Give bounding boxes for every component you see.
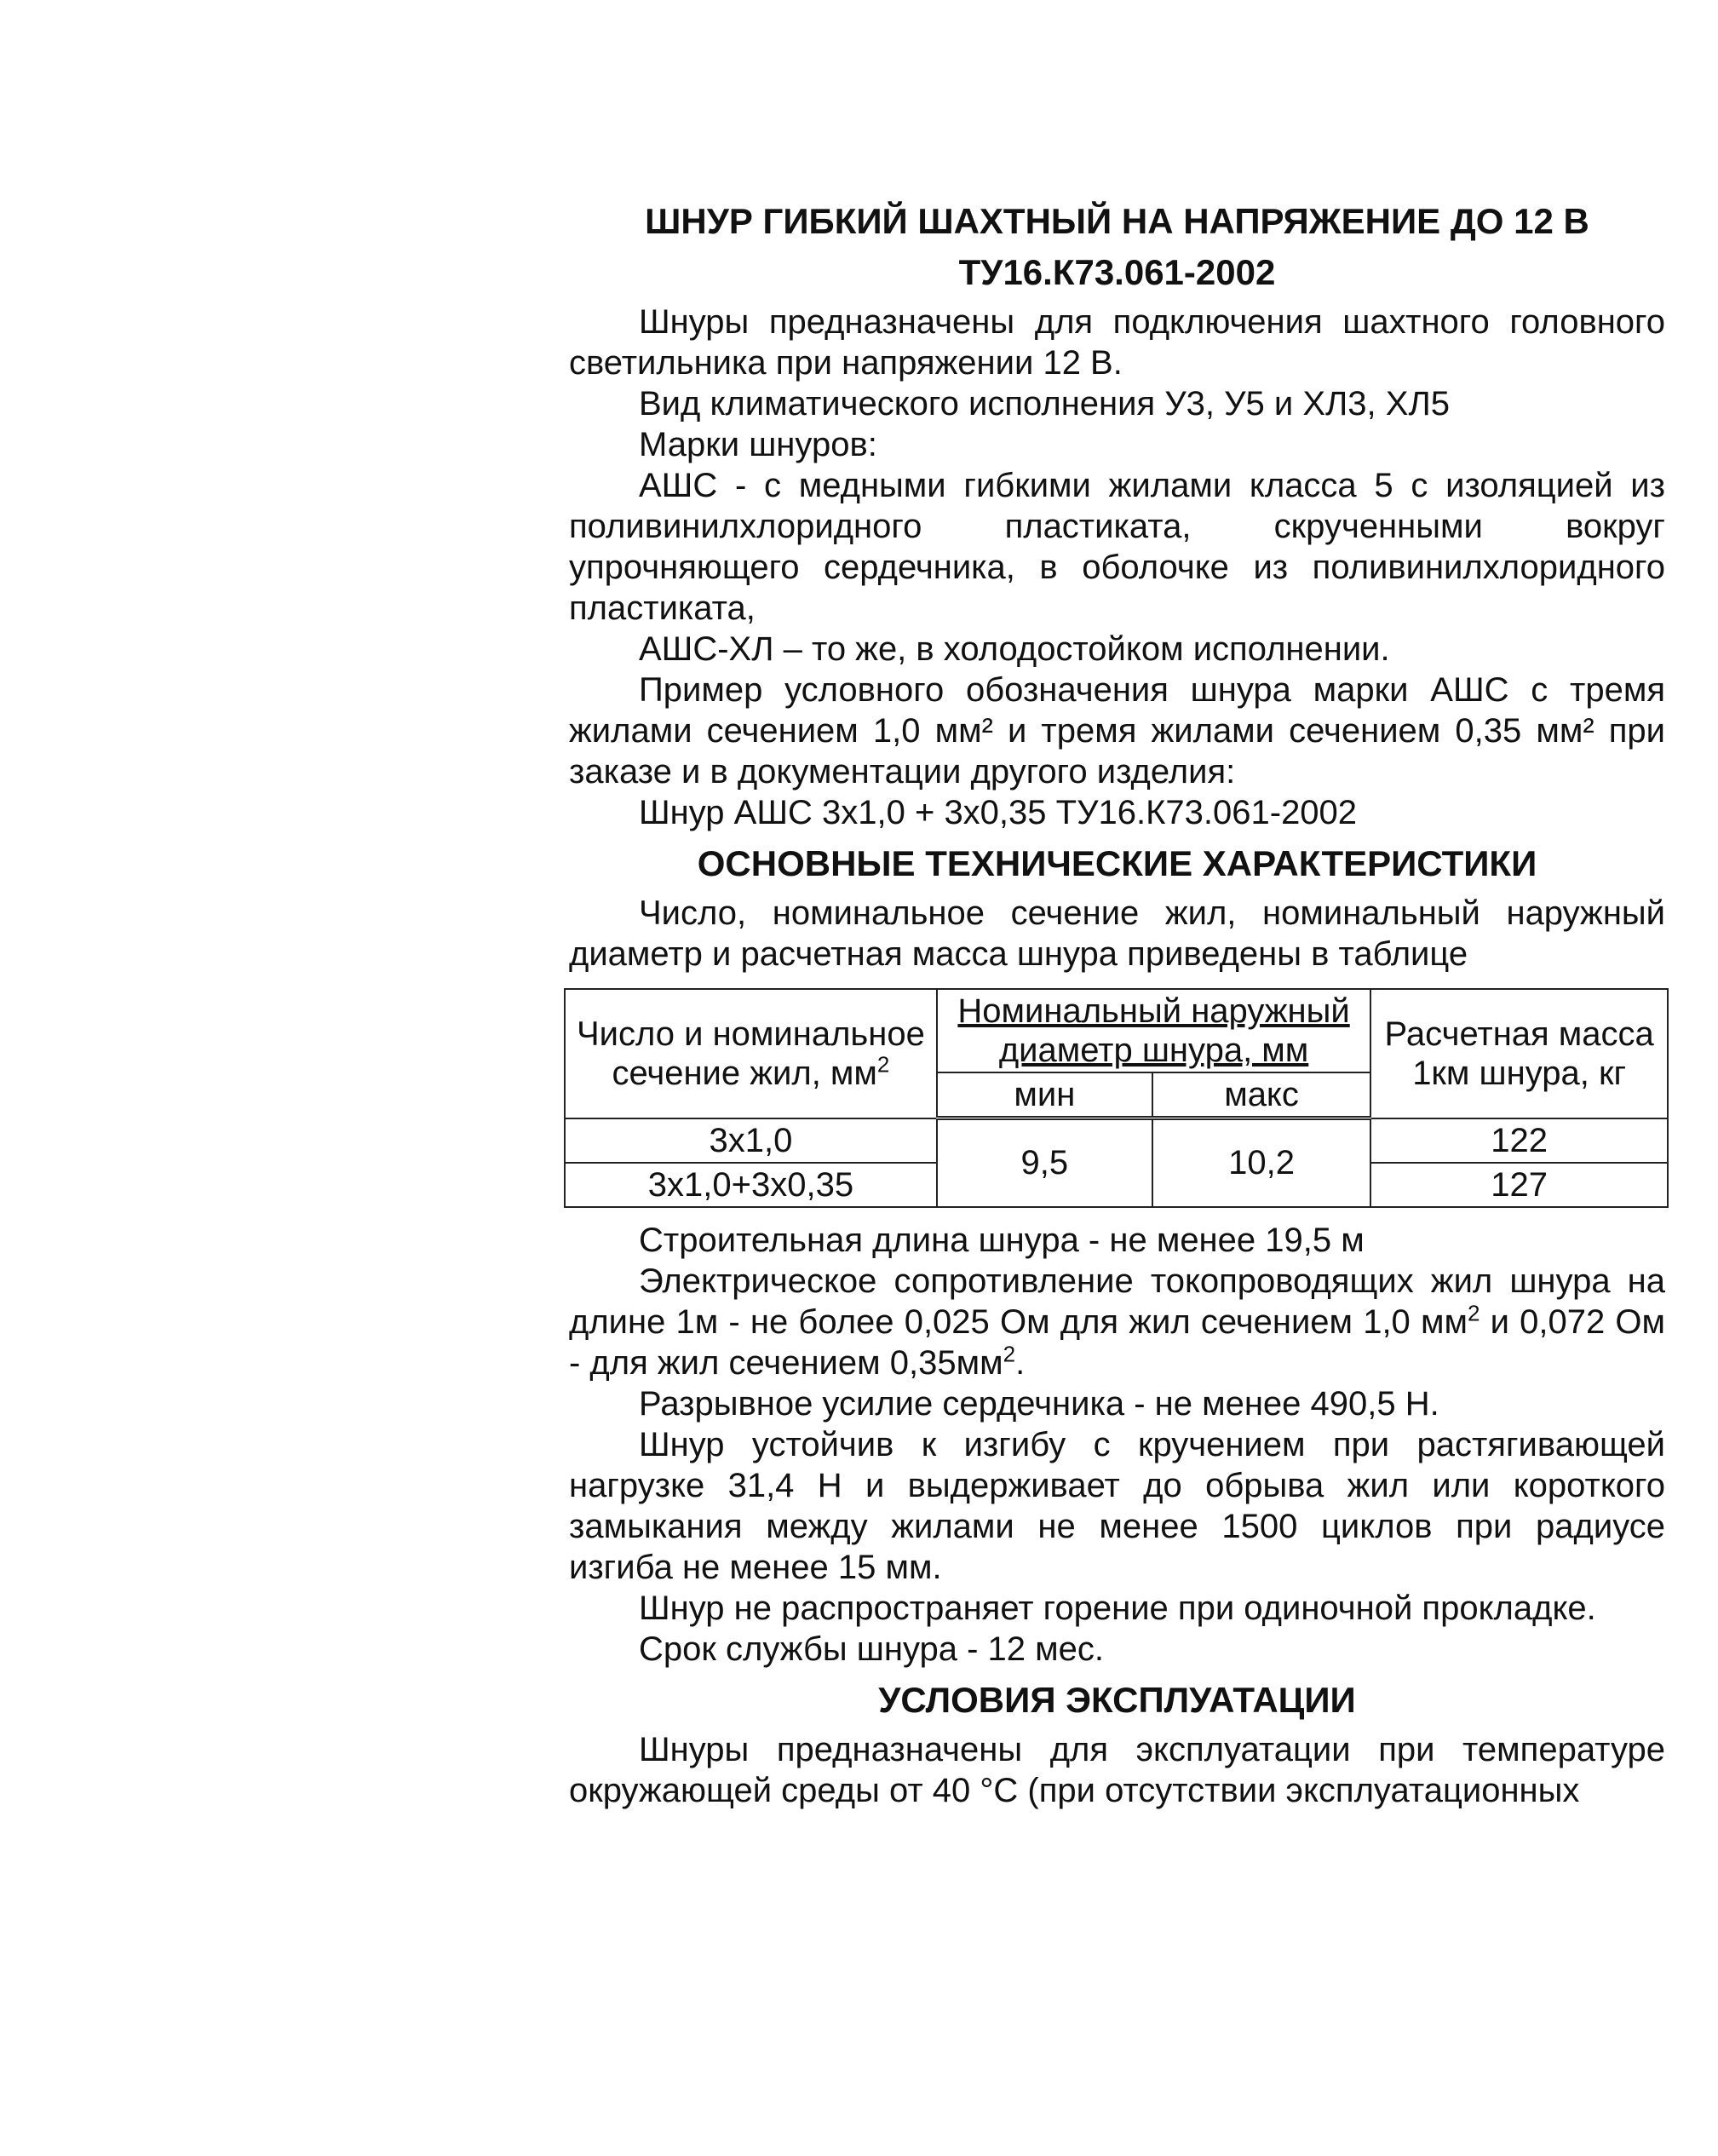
fire-paragraph: Шнур не распространяет горение при одиночной прокладке. xyxy=(639,1589,1596,1627)
table-header-min: мин xyxy=(937,1072,1152,1118)
table-row xyxy=(565,1118,1668,1163)
designation-example: Шнур АШС 3х1,0 + 3х0,35 ТУ16.К73.061-2002 xyxy=(639,794,1358,831)
table-lead-paragraph: Число, номинальное сечение жил, номинальный наружный диаметр и расчетная масса шнура приведены в таблице xyxy=(569,894,1665,973)
resistance-paragraph: Электрическое сопротивление токопроводящих жил шнура на длине 1м - не более 0,025 Ом для жил сечением 1,0 $мм^2$ и 0,072 Ом - для жил сечением $0,35мм^2$. xyxy=(569,1262,1665,1382)
bending-paragraph: Шнур устойчив к изгибу с кручением при растягивающей нагрузке 31,4 Н и выдерживает до обрыва жил или короткого замыкания между жилами не менее 1500 циклов при радиусе изгиба не менее 15 мм. xyxy=(569,1425,1665,1586)
intro-paragraph: АШС-ХЛ – то же, в холодостойком исполнении. xyxy=(639,630,1390,668)
section-title-specs: ОСНОВНЫЕ ТЕХНИЧЕСКИЕ ХАРАКТЕРИСТИКИ xyxy=(697,843,1537,883)
table-cell-section: 3х1,0+3х0,35 xyxy=(565,1163,937,1207)
document-subtitle: ТУ16.К73.061-2002 xyxy=(958,252,1276,292)
table-cell-mass: 127 xyxy=(1370,1163,1668,1207)
intro-paragraph: АШС - с медными гибкими жилами класса 5 с изоляцией из поливинилхлоридного пластиката, скрученными вокруг упрочняющего сердечника, в оболочке из поливинилхлоридного пластиката, xyxy=(569,467,1665,627)
intro-paragraph: Пример условного обозначения шнура марки АШС с тремя жилами сечением 1,0 мм² и тремя жилами сечением 0,35 мм² при заказе и в документации другого изделия: xyxy=(569,671,1665,791)
intro-paragraph: Вид климатического исполнения У3, У5 и ХЛ3, ХЛ5 xyxy=(639,385,1450,423)
table-header-section: Число и номинальное сечение жил, $мм^2$ xyxy=(565,989,937,1118)
table-header-max: макс xyxy=(1152,1072,1370,1118)
table-cell-diameter-min: 9,5 xyxy=(937,1118,1152,1207)
table-header-mass: Расчетная масса 1км шнура, кг xyxy=(1370,989,1668,1118)
document-page xyxy=(569,196,1665,1811)
section-title-operation: УСЛОВИЯ ЭКСПЛУАТАЦИИ xyxy=(878,1679,1356,1720)
operation-paragraph: Шнуры предназначены для эксплуатации при температуре окружающей среды от 40 °С (при отсутствии эксплуатационных xyxy=(569,1730,1665,1809)
table-header-diameter: Номинальный наружный диаметр шнура, мм xyxy=(937,989,1370,1072)
table-cell-diameter-max: 10,2 xyxy=(1152,1118,1370,1207)
construction-length-paragraph: Строительная длина шнура - не менее 19,5 м xyxy=(639,1221,1365,1259)
intro-paragraph: Шнуры предназначены для подключения шахтного головного светильника при напряжении 12 В. xyxy=(569,303,1665,382)
table-cell-section: 3х1,0 xyxy=(565,1118,937,1163)
spec-table xyxy=(564,988,1669,1208)
table-cell-mass: 122 xyxy=(1370,1118,1668,1163)
intro-paragraph: Марки шнуров: xyxy=(639,426,877,463)
breaking-force-paragraph: Разрывное усилие сердечника - не менее 490,5 Н. xyxy=(639,1384,1439,1423)
service-life-paragraph: Срок службы шнура - 12 мес. xyxy=(639,1630,1104,1668)
document-title: ШНУР ГИБКИЙ ШАХТНЫЙ НА НАПРЯЖЕНИЕ ДО 12 В xyxy=(645,201,1589,241)
